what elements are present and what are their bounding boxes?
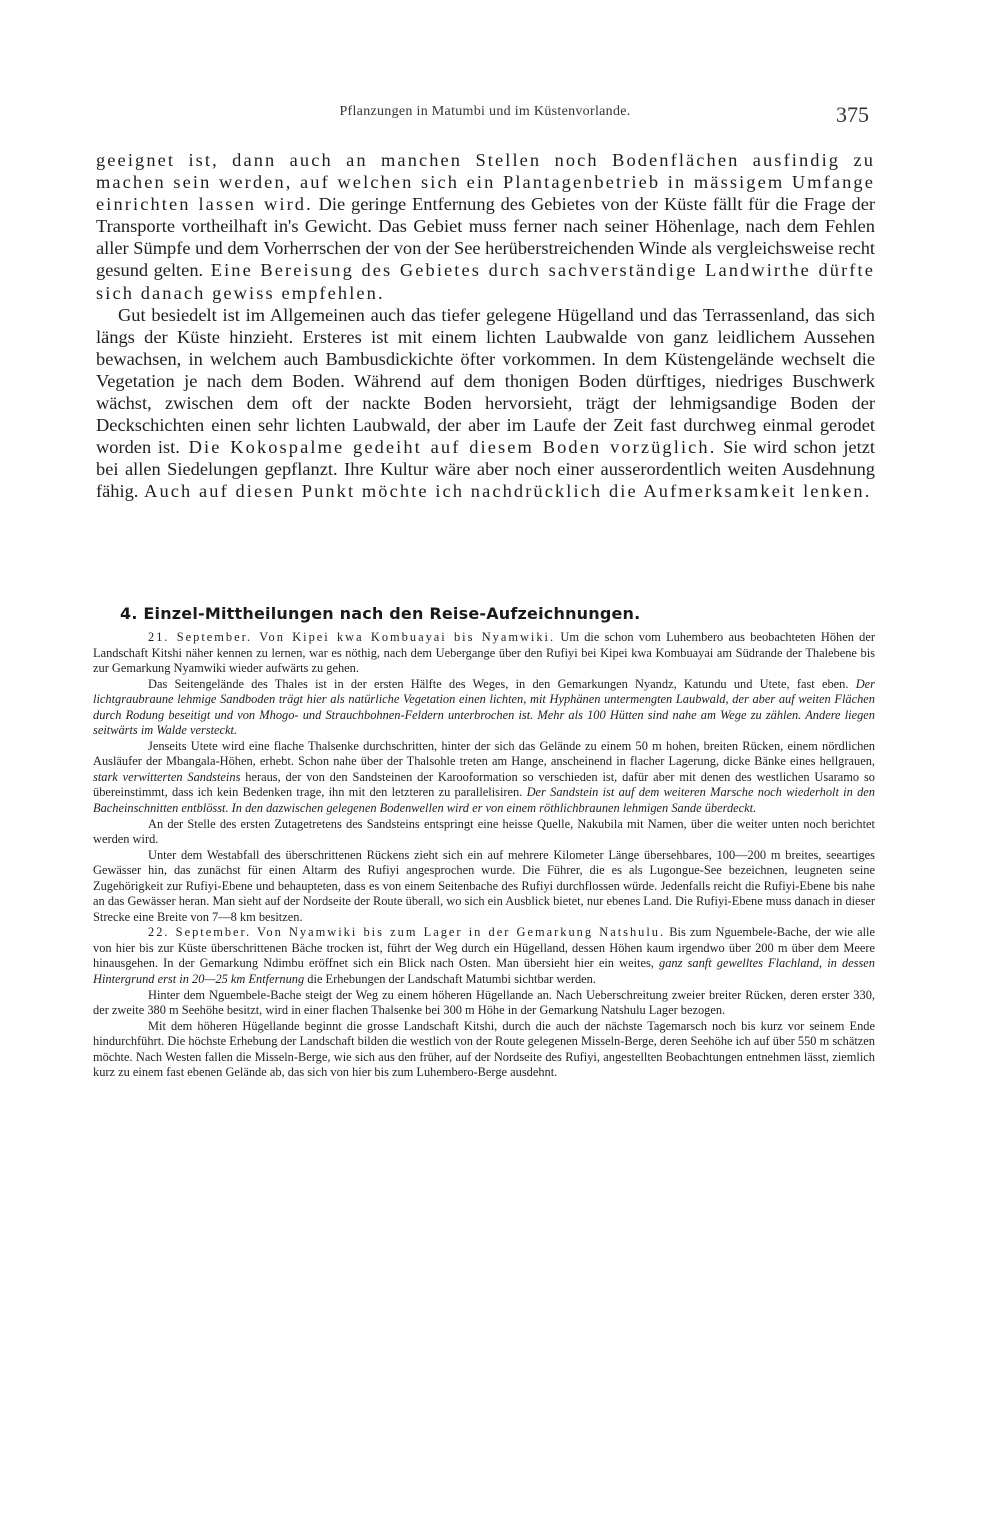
travel-notes: [93, 630, 875, 1081]
text-span: An der Stelle des ersten Zutagetretens des Sandsteins entspringt eine heisse Quelle, Nakubila mit Namen, über die weiter unten noch berichtet werden wird.: [93, 816, 875, 847]
entry-date: 22. September.: [148, 925, 252, 940]
entry-date: 21. September.: [148, 630, 253, 644]
text-span: Jenseits Utete wird eine flache Thalsenke durchschritten, hinter der sich das Gelände zu einem 50 m hohen, breiten Rücken, einem nördlichen Ausläufer der Mbangala-Höhen, erhebt. Schon nahe über der Thalsohle treten am Hange, anscheinend in flacher Lagerung, dicke Bänke eines hellgrauen,: [93, 738, 875, 769]
main-text: [96, 149, 875, 503]
entry-21-september: [93, 630, 875, 677]
text-span: die Erhebungen der Landschaft Matumbi sichtbar werden.: [304, 972, 596, 987]
text-span: geeignet ist, dann auch an manchen Stellen noch Bodenflächen ausfindig zu machen sein werden, auf welchen sich ein Plantagenbetrieb in mässigem Umfange einrichten lassen wird.: [96, 150, 875, 215]
note-paragraph: [93, 817, 875, 848]
running-header: [0, 102, 1000, 132]
text-span: Um die schon vom Luhembero aus beobachteten Höhen der Landschaft Kitshi näher kennen zu lernen, war es nöthig, nach dem Uebergange über den Rufiyi bei Kipei kwa Kombuayai am Südrande der Thalebene bis zur Gemarkung Nyamwiki wieder aufwärts zu gehen.: [93, 630, 875, 676]
text-span: Das Seitengelände des Thales ist in der ersten Hälfte des Weges, in den Gemarkungen Nyandz, Katundu und Utete, fast eben.: [148, 676, 849, 691]
text-span: ganz sanft gewelltes Flachland, in dessen Hintergrund erst in 20—25 km Entfernung: [93, 956, 875, 987]
note-paragraph: [93, 1019, 875, 1081]
paragraph-suitability: [96, 149, 875, 304]
section-heading: 4. Einzel-Mittheilungen nach den Reise-Aufzeichnungen.: [120, 604, 641, 623]
text-span: stark verwitterten Sandsteins: [93, 769, 241, 784]
note-paragraph: [93, 988, 875, 1019]
text-span: Bis zum Nguembele-Bache, der wie alle von hier bis zur Küste überschrittenen Bäche trocken ist, führt der Weg durch ein Hügelland, dessen Höhen kaum irgendwo über 200 m über dem Meere hinausgehen. In der Gemarkung Ndimbu eröffnet sich ein Blick nach Osten. Man übersieht hier ein weites,: [93, 925, 875, 971]
note-paragraph: [93, 739, 875, 817]
text-span: Sie wird schon jetzt bei allen Siedelungen gepflanzt. Ihre Kultur wäre aber noch einer ausserordentlich weiten Ausdehnung fähig.: [96, 437, 875, 502]
text-span: Auch auf diesen Punkt möchte ich nachdrücklich die Aufmerksamkeit lenken.: [138, 481, 872, 502]
text-span: Hinter dem Nguembele-Bache steigt der Weg zu einem höheren Hügellande an. Nach Ueberschreitung zweier breiter Rücken, deren erster 330, der zweite 380 m Seehöhe besitzt, wird in einer flachen Thalsenke bei 300 m Höhe in der Gemarkung Natshulu Lager bezogen.: [93, 987, 875, 1018]
text-span: Die Kokospalme gedeiht auf diesem Boden vorzüglich.: [179, 437, 717, 458]
text-span: Unter dem Westabfall des überschrittenen Rückens zieht sich ein auf mehrere Kilometer Länge übersehbares, 100—200 m breites, seeartiges Gewässer hin, das zunächst für einen Altarm des Rufiyi angesprochen wurde. Die Führer, die es als Lugongue-See bezeichnen, leugneten seine Zugehörigkeit zur Rufiyi-Ebene und behaupteten, dass es von einem Seitenbache des Rufiyi durchflossen würde. Jedenfalls reicht die Rufiyi-Ebene bis nahe an das Gewässer heran. Man sieht auf der Nordseite der Route überall, wo sich ein Ausblick bietet, nur ebenes Land. Die Rufiyi-Ebene muss danach in dieser Strecke eine Breite von 7—8 km besitzen.: [93, 847, 875, 924]
entry-22-september: [93, 925, 875, 987]
text-span: Der lichtgraubraune lehmige Sandboden trägt hier als natürliche Vegetation einen lichten, mit Hyphänen untermengten Laubwald, der aber auf weiten Flächen durch Rodung beseitigt und von Mhogo- und Strauchbohnen-Feldern unterbrochen ist. Mehr als 100 Hütten sind nahe am Wege zu zählen. Andere liegen seitwärts im Walde versteckt.: [93, 676, 875, 738]
entry-route: Von Nyamwiki bis zum Lager in der Gemarkung Natshulu.: [251, 925, 666, 940]
note-paragraph: [93, 848, 875, 926]
note-paragraph: [93, 677, 875, 739]
page-number: 375: [836, 102, 869, 127]
text-span: Der Sandstein ist auf dem weiteren Marsche noch wiederholt in den Bacheinschnitten entblösst. In den dazwischen gelegenen Bodenwellen wird er von einem röthlichbraunen lehmigen Sande überdeckt.: [93, 785, 875, 816]
text-span: Mit dem höheren Hügellande beginnt die grosse Landschaft Kitshi, durch die auch der nächste Tagemarsch noch bis kurz vor seinem Ende hindurchführt. Die höchste Erhebung der Landschaft bilden die westlich von der Route gelegenen Misseln-Berge, deren Seehöhe ich auf über 550 m schätzen möchte. Nach Westen fallen die Misseln-Berge, wie sich aus den früher, auf der Nordseite des Rufiyi, angestellten Beobachtungen entnehmen lässt, ziemlich kurz zu einem fast ebenen Gelände ab, das sich von hier bis zum Luhembero-Berge ausdehnt.: [93, 1018, 875, 1080]
entry-route: Von Kipei kwa Kombuayai bis Nyamwiki.: [252, 630, 556, 644]
text-span: heraus, der von den Sandsteinen der Karooformation so verschieden ist, dafür aber mit denen des westlichen Usaramo so übereinstimmt, dass ich kein Bedenken trage, ihn mit den letzteren zu parallelisiren.: [93, 769, 875, 800]
running-title: Pflanzungen in Matumbi und im Küstenvorlande.: [339, 104, 631, 119]
text-span: Eine Bereisung des Gebietes durch sachverständige Landwirthe dürfte sich danach gewiss empfehlen.: [96, 260, 875, 303]
text-span: Gut besiedelt ist im Allgemeinen auch das tiefer gelegene Hügelland und das Terrassenland, das sich längs der Küste hinzieht. Ersteres ist mit einem lichten Laubwalde von ganz leidlichem Aussehen bewachsen, in welchem auch Bambusdickichte öfter vorkommen. In dem Küstengelände wechselt die Vegetation je nach dem Boden. Während auf dem thonigen Boden dürftiges, niedriges Buschwerk wächst, zwischen dem oft der nackte Boden hervorsieht, trägt der lehmigsandige Boden der Deckschichten einen sehr lichten Laubwald, der aber im Laufe der Zeit fast durchweg einmal gerodet worden ist.: [96, 304, 875, 458]
text-span: Die geringe Entfernung des Gebietes von der Küste fällt für die Frage der Transporte vortheilhaft in's Gewicht. Das Gebiet muss ferner nach seiner Höhenlage, nach dem Fehlen aller Sümpfe und dem Vorherrschen der von der See herüberstreichenden Winde als vergleichsweise recht gesund gelten.: [96, 194, 875, 281]
paragraph-settlement: [96, 304, 875, 503]
